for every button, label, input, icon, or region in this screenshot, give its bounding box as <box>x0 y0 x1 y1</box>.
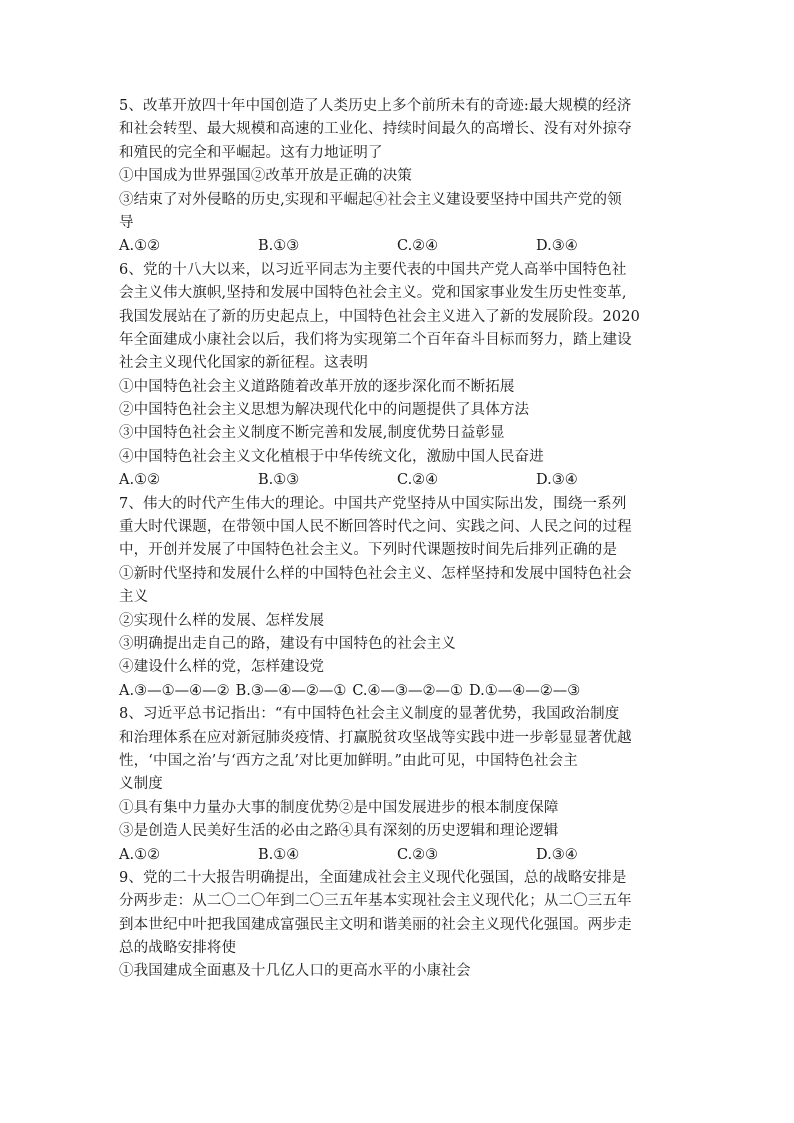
answer-options <box>119 844 679 867</box>
option-c: C.④—③—②—① <box>352 682 464 699</box>
statement-line: ④中国特色社会主义文化植根于中华传统文化，激励中国人民奋进 <box>119 448 544 465</box>
statement-line: 导 <box>119 214 134 231</box>
question-text-line: 6、党的十八大以来，以习近平同志为主要代表的中国共产党人高举中国特色社 <box>119 261 627 278</box>
answer-options <box>119 469 679 492</box>
statement-line: ③是创造人民美好生活的必由之路④具有深刻的历史逻辑和理论逻辑 <box>119 823 559 840</box>
answer-options <box>119 680 679 703</box>
option-d: D.③④ <box>536 846 578 863</box>
statement-line: ①中国特色社会主义道路随着改革开放的逐步深化而不断拓展 <box>119 378 515 395</box>
option-c: C.②③ <box>397 846 439 863</box>
question-text-line: 和治理体系在应对新冠肺炎疫情、打赢脱贫攻坚战等实践中进一步彰显显著优越 <box>119 729 632 746</box>
option-d: D.①—④—②—③ <box>469 682 581 699</box>
question-5 <box>119 95 679 259</box>
question-text-line: 义制度 <box>119 776 163 793</box>
option-c: C.②④ <box>397 238 439 255</box>
statement-line: 主义 <box>119 589 149 606</box>
statement-line: ③明确提出走自己的路，建设有中国特色的社会主义 <box>119 635 456 652</box>
option-a: A.①② <box>119 238 161 255</box>
question-text-line: 年全面建成小康社会以后，我们将为实现第二个百年奋斗目标而努力，踏上建设 <box>119 331 632 348</box>
question-text-line: 和殖民的完全和平崛起。这有力地证明了 <box>119 144 383 161</box>
option-b: B.③—④—②—① <box>235 682 347 699</box>
question-text-line: 分两步走：从二〇二〇年到二〇三五年基本实现社会主义现代化；从二〇三五年 <box>119 893 632 910</box>
question-text-line: 和社会转型、最大规模和高速的工业化、持续时间最久的高增长、没有对外掠夺 <box>119 121 632 138</box>
statement-line: ③结束了对外侵略的历史,实现和平崛起④社会主义建设要坚持中国共产党的领 <box>119 191 622 208</box>
question-8 <box>119 703 679 867</box>
statement-line: ③中国特色社会主义制度不断完善和发展,制度优势日益彰显 <box>119 425 505 442</box>
statement-line: ①新时代坚持和发展什么样的中国特色社会主义、怎样坚持和发展中国特色社会 <box>119 565 632 582</box>
statement-line: ②实现什么样的发展、怎样发展 <box>119 612 325 629</box>
question-text-line: 7、伟大的时代产生伟大的理论。中国共产党坚持从中国实际出发，围绕一系列 <box>119 495 627 512</box>
question-text-line: 我国发展站在了新的历史起点上，中国特色社会主义进入了新的发展阶段。2020 <box>119 308 640 325</box>
option-b: B.①③ <box>258 472 300 489</box>
statement-line: ①我国建成全面惠及十几亿人口的更高水平的小康社会 <box>119 963 471 980</box>
option-a: A.①② <box>119 472 161 489</box>
option-b: B.①④ <box>258 846 300 863</box>
option-a: A.①② <box>119 846 161 863</box>
statement-line: ④建设什么样的党，怎样建设党 <box>119 659 325 676</box>
option-d: D.③④ <box>536 238 578 255</box>
option-a: A.③—①—④—② <box>119 682 230 699</box>
question-text-line: 9、党的二十大报告明确提出，全面建成社会主义现代化强国，总的战略安排是 <box>119 869 627 886</box>
question-text-line: 性，‘中国之治’与‘西方之乱’对比更加鲜明。”由此可见，中国特色社会主 <box>119 752 578 769</box>
option-c: C.②④ <box>397 472 439 489</box>
answer-options <box>119 235 679 258</box>
statement-line: ②中国特色社会主义思想为解决现代化中的问题提供了具体方法 <box>119 402 530 419</box>
question-7 <box>119 493 679 704</box>
question-text-line: 会主义伟大旗帜,坚持和发展中国特色社会主义。党和国家事业发生历史性变革, <box>119 285 627 302</box>
question-text-line: 社会主义现代化国家的新征程。这表明 <box>119 355 369 372</box>
question-text-line: 中，开创并发展了中国特色社会主义。下列时代课题按时间先后排列正确的是 <box>119 542 618 559</box>
question-6 <box>119 259 679 493</box>
question-text-line: 重大时代课题，在带领中国人民不断回答时代之问、实践之问、人民之问的过程 <box>119 519 632 536</box>
option-b: B.①③ <box>258 238 300 255</box>
question-text-line: 总的战略安排将使 <box>119 940 237 957</box>
question-text-line: 到本世纪中叶把我国建成富强民主文明和谐美丽的社会主义现代化强国。两步走 <box>119 916 632 933</box>
statement-line: ①中国成为世界强国②改革开放是正确的决策 <box>119 168 412 185</box>
question-text-line: 8、习近平总书记指出：“有中国特色社会主义制度的显著优势，我国政治制度 <box>119 706 620 723</box>
statement-line: ①具有集中力量办大事的制度优势②是中国发展进步的根本制度保障 <box>119 799 559 816</box>
option-d: D.③④ <box>536 472 578 489</box>
question-text-line: 5、改革开放四十年中国创造了人类历史上多个前所未有的奇迹:最大规模的经济 <box>119 98 632 114</box>
document-page <box>119 95 679 984</box>
question-9 <box>119 867 679 984</box>
